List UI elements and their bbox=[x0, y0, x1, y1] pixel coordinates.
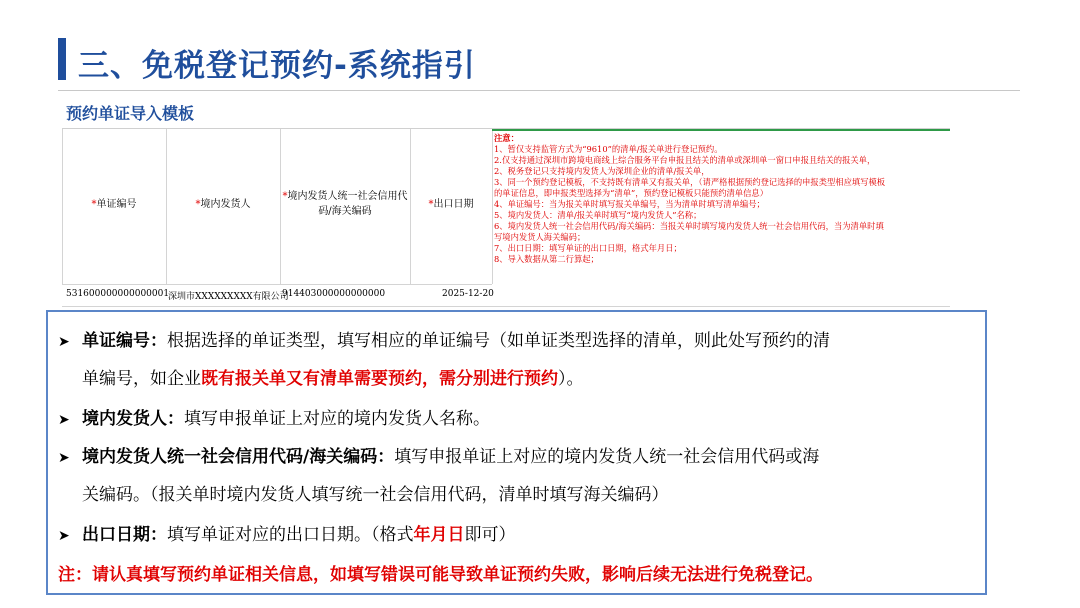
page-title: 三、免税登记预约-系统指引 bbox=[78, 48, 476, 84]
triangle-right-icon: ➤ bbox=[58, 334, 70, 350]
instruction-text: 即可） bbox=[464, 525, 516, 545]
required-star: * bbox=[91, 198, 97, 210]
title-accent-bar bbox=[58, 38, 66, 80]
required-star: * bbox=[428, 198, 434, 210]
notes-line: 写境内发货人海关编码； bbox=[494, 232, 586, 242]
instruction-label: 出口日期： bbox=[82, 525, 167, 545]
warning-note: 注：请认真填写预约单证相关信息，如填写错误可能导致单证预约失败，影响后续无法进行免税登记。 bbox=[58, 565, 823, 585]
instruction-text: 关编码。（报关单时境内发货人填写统一社会信用代码，清单时填写海关编码） bbox=[82, 485, 669, 505]
sheet-selection-border bbox=[492, 129, 950, 131]
instruction-text: 填写申报单证上对应的境内发货人名称。 bbox=[184, 409, 490, 429]
instruction-highlight: 年月日 bbox=[413, 525, 465, 545]
column-header-credit-code bbox=[280, 169, 410, 239]
instruction-label: 单证编号： bbox=[82, 331, 167, 351]
instruction-text: 填写单证对应的出口日期。（格式 bbox=[167, 525, 414, 545]
triangle-right-icon: ➤ bbox=[58, 412, 70, 428]
instructions-box bbox=[46, 310, 987, 595]
title-divider bbox=[58, 90, 1020, 91]
triangle-right-icon: ➤ bbox=[58, 450, 70, 466]
notes-line: 5、境内发货人：清单/报关单时填写“境内发货人”名称； bbox=[494, 210, 702, 220]
column-header-shipper bbox=[166, 169, 280, 239]
column-header-label: 出口日期 bbox=[433, 198, 474, 210]
instruction-doc-no bbox=[58, 324, 830, 359]
notes-line: 2、税务登记只支持境内发货人为深圳企业的清单/报关单， bbox=[494, 166, 710, 176]
cell-doc-no: 531600000000000001 bbox=[66, 289, 170, 299]
instruction-label: 境内发货人统一社会信用代码/海关编码： bbox=[82, 447, 395, 467]
triangle-right-icon: ➤ bbox=[58, 528, 70, 544]
instruction-credit-code bbox=[58, 440, 819, 475]
cell-shipper: 深圳市XXXXXXXXX有限公司 bbox=[168, 292, 289, 302]
instruction-text: 根据选择的单证类型，填写相应的单证编号（如单证类型选择的清单，则此处写预约的清 bbox=[167, 331, 830, 351]
column-header-export-date bbox=[410, 169, 492, 239]
notes-line: 4、单证编号：当为报关单时填写报关单编号，当为清单时填写清单编号； bbox=[494, 199, 765, 209]
sheet-bottom-line bbox=[62, 306, 950, 307]
instruction-label: 境内发货人： bbox=[82, 409, 184, 429]
column-header-label: 境内发货人 bbox=[200, 198, 251, 210]
instruction-text: 填写申报单证上对应的境内发货人统一社会信用代码或海 bbox=[394, 447, 820, 467]
required-star: * bbox=[195, 198, 201, 210]
cell-export-date: 2025-12-20 bbox=[442, 289, 494, 299]
instruction-highlight: 既有报关单又有清单需要预约，需分别进行预约 bbox=[201, 369, 558, 389]
template-sheet bbox=[62, 128, 950, 306]
sheet-col-divider bbox=[492, 129, 493, 284]
cell-credit-code: 914403000000000000 bbox=[282, 289, 386, 299]
notes-line: 7、出口日期：填写单证的出口日期，格式年月日； bbox=[494, 243, 682, 253]
notes-line: 1、暂仅支持监管方式为“9610”的清单/报关单进行登记预约。 bbox=[494, 144, 723, 154]
sheet-row-divider bbox=[62, 284, 492, 285]
column-header-label: 境内发货人统一社会信用代 bbox=[287, 191, 408, 202]
instruction-doc-no-cont bbox=[82, 362, 584, 396]
instruction-text: 单编号，如企业 bbox=[82, 369, 201, 389]
section-subtitle: 预约单证导入模板 bbox=[66, 104, 195, 123]
instruction-text: ）。 bbox=[558, 369, 584, 389]
column-header-doc-no bbox=[62, 169, 166, 239]
required-star: * bbox=[282, 191, 288, 202]
instruction-shipper bbox=[58, 402, 490, 437]
instruction-export-date bbox=[58, 518, 516, 553]
notes-line: 8、导入数据从第二行算起； bbox=[494, 254, 599, 264]
column-header-label: 码/海关编码 bbox=[318, 206, 372, 217]
notes-line: 的单证信息，即申报类型选择为“清单”，预约登记模板只能预约清单信息） bbox=[494, 188, 768, 198]
column-header-label: 单证编号 bbox=[96, 198, 137, 210]
notes-heading: 注意： bbox=[494, 133, 519, 143]
instruction-credit-code-cont bbox=[82, 478, 669, 512]
notes-line: 3、同一个预约登记模板，不支持既有清单又有报关单，（请严格根据预约登记选择的申报类型相应填写模板 bbox=[494, 177, 886, 187]
template-notes bbox=[494, 133, 949, 265]
notes-line: 2.仅支持通过深圳市跨境电商线上综合服务平台申报且结关的清单或深圳单一窗口申报且结关的报关单， bbox=[494, 155, 876, 165]
notes-line: 6、境内发货人统一社会信用代码/海关编码：当报关单时填写境内发货人统一社会信用代码，当为清单时填 bbox=[494, 221, 884, 231]
